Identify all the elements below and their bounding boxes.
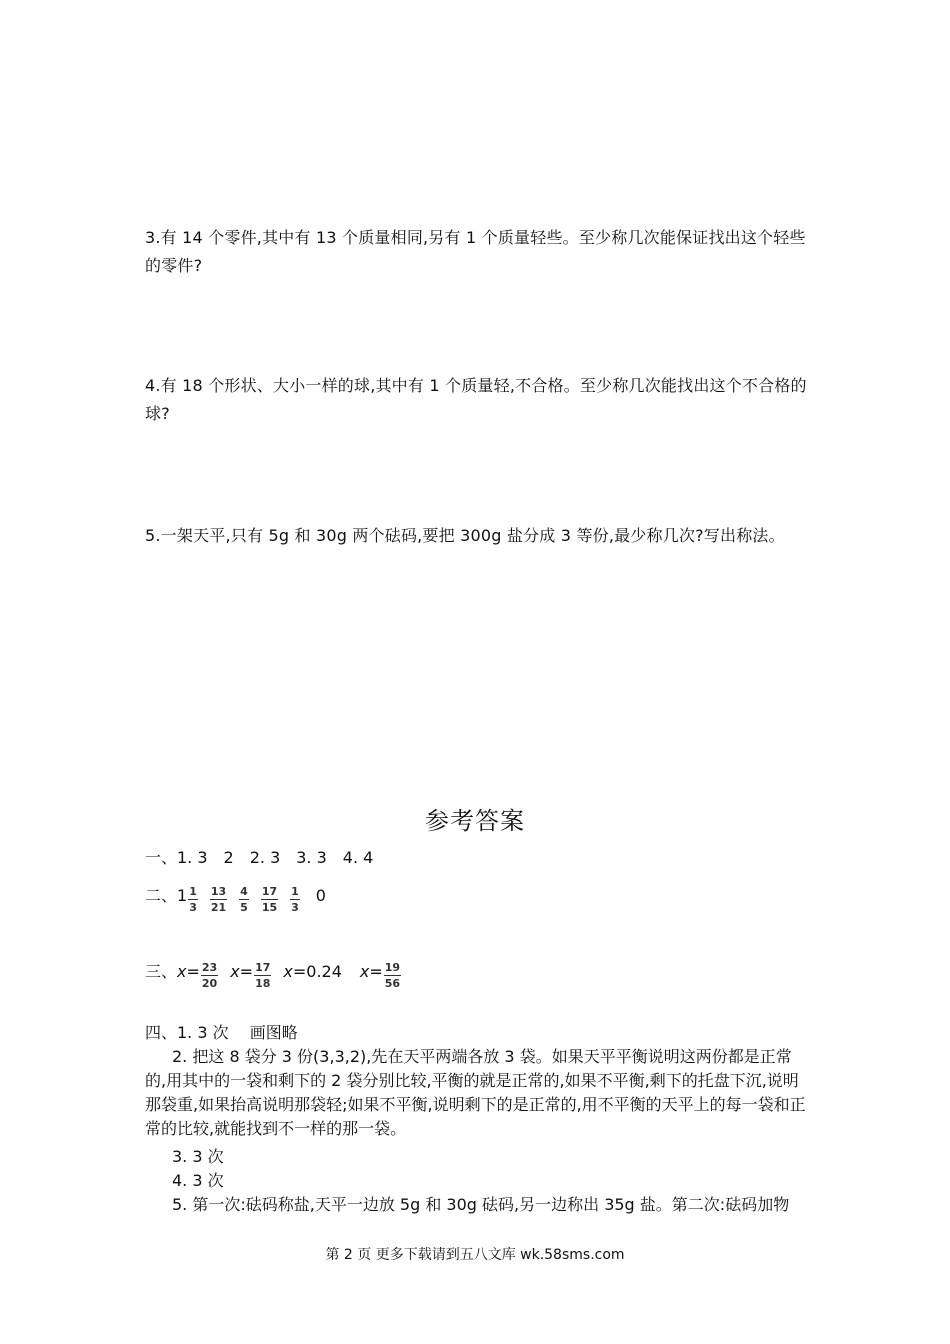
answer-part-4-item-3: 3. 3 次	[172, 1147, 224, 1166]
answers-title: 参考答案	[425, 807, 525, 835]
fraction: $\frac{4}{5}$	[240, 885, 248, 914]
answer-part-4-item-2: 2. 把这 8 袋分 3 份(3,3,2),先在天平两端各放 3 袋。如果天平平衡说明这两份都是正常的,用其中的一袋和剩下的 2 袋分别比较,平衡的就是正常的,如果不平衡,剩下的托盘下沉,说明那袋重,如果抬高说明那袋轻;如果不平衡,说明剩下的是正常的,用不平衡的天平上的每一袋和正常的比较,就能找到不一样的那一袋。	[145, 1047, 806, 1138]
part2-prefix: 二、1	[145, 886, 188, 905]
fraction: $\frac{17}{15}$	[261, 885, 278, 914]
answer-part-3	[145, 960, 407, 991]
answer-part-4-line-1: 四、1. 3 次 画图略	[145, 1023, 298, 1042]
fraction: $\frac{19}{56}$	[384, 961, 401, 990]
part3-prefix: 三、	[145, 962, 178, 981]
x-value: 0.24	[306, 962, 342, 981]
fraction: $\frac{23}{20}$	[201, 961, 218, 990]
x-label: x=	[283, 962, 307, 981]
answer-part-1: 一、1. 3 2 2. 3 3. 3 4. 4	[145, 848, 374, 867]
answer-part-4-item-5: 5. 第一次:砝码称盐,天平一边放 5g 和 30g 砝码,另一边称出 35g 盐。第二次:砝码加物	[172, 1195, 790, 1214]
fraction: $\frac{17}{18}$	[255, 961, 271, 990]
part2-suffix: 0	[315, 886, 326, 905]
x-label: x=	[359, 962, 383, 981]
fraction: $\frac{1}{3}$	[189, 885, 197, 914]
fraction: $\frac{13}{21}$	[210, 885, 227, 914]
question-3: 3.有 14 个零件,其中有 13 个质量相同,另有 1 个质量轻些。至少称几次能保证找出这个轻些的零件?	[145, 228, 806, 275]
answer-part-4-item-4: 4. 3 次	[172, 1171, 224, 1190]
x-label: x=	[230, 962, 254, 981]
fraction: $\frac{1}{3}$	[291, 885, 299, 914]
question-4: 4.有 18 个形状、大小一样的球,其中有 1 个质量轻,不合格。至少称几次能找出这个不合格的球?	[145, 376, 807, 423]
x-label: x=	[177, 962, 200, 981]
question-5: 5.一架天平,只有 5g 和 30g 两个砝码,要把 300g 盐分成 3 等份,最少称几次?写出称法。	[145, 526, 785, 545]
answer-part-2	[145, 884, 326, 915]
page-footer: 第 2 页 更多下载请到五八文库 wk.58sms.com	[325, 1247, 625, 1263]
